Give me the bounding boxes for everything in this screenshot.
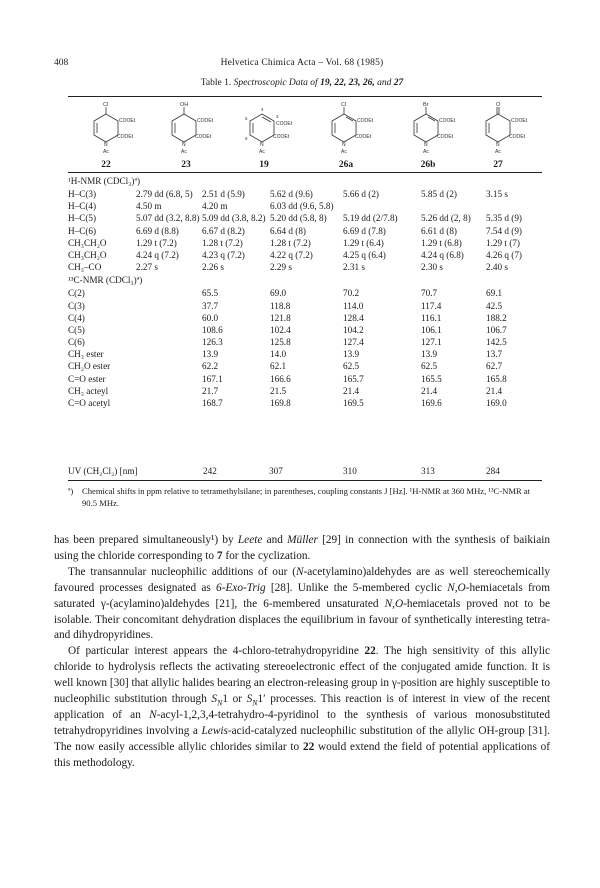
- hnmr-cell: 5.66 d (2): [343, 189, 379, 199]
- cnmr-row: [68, 386, 542, 398]
- cnmr-row-label: C(3): [68, 300, 85, 311]
- cnmr-cell: 62.2: [202, 361, 219, 372]
- ac-label: Ac: [341, 149, 347, 155]
- ac-label: Ac: [423, 149, 429, 155]
- hnmr-cell: 6.03 dd (9.6, 5.8): [270, 201, 334, 212]
- coet-label: COOEt: [355, 134, 372, 140]
- hnmr-cell: 2.26 s: [202, 262, 224, 273]
- cnmr-row-label: C(6): [68, 337, 85, 348]
- cnmr-cell: 21.4: [486, 385, 503, 396]
- compound-label-26a: 26a: [338, 160, 354, 170]
- structure-26a: [322, 100, 386, 156]
- hnmr-cell: 4.20 m: [202, 201, 228, 212]
- coet-label: COOEt: [195, 134, 212, 140]
- hnmr-row: [68, 226, 542, 238]
- hnmr-cell: 1.28 t (7.2): [202, 237, 243, 248]
- hnmr-cell: 4.23 q (7.2): [202, 249, 245, 260]
- compound-label-23: 23: [181, 160, 191, 170]
- uv-value: 242: [203, 466, 217, 476]
- cnmr-cell: 169.0: [486, 398, 507, 408]
- hnmr-row: [68, 262, 542, 274]
- uv-label: UV (CH₂Cl₂) [nm]: [68, 466, 138, 476]
- hnmr-cell: 7.54 d (9): [486, 225, 522, 236]
- hnmr-row: [68, 250, 542, 262]
- hnmr-cell: 4.22 q (7.2): [270, 249, 313, 260]
- section-hnmr: [68, 176, 542, 189]
- structure-row: [68, 100, 542, 156]
- hnmr-row: [68, 201, 542, 213]
- n-label: N: [424, 142, 428, 148]
- structure-26b: [404, 100, 468, 156]
- hnmr-cell: 4.26 q (7): [486, 249, 522, 260]
- cnmr-row: [68, 337, 542, 349]
- coet-label: COOEt: [357, 118, 374, 124]
- n-label: N: [342, 142, 346, 148]
- hnmr-cell: 6.69 d (8.8): [136, 225, 179, 236]
- caption-prefix: Table 1.: [200, 78, 234, 88]
- coet-label: COOEt: [509, 134, 526, 140]
- cnmr-row-label: C(5): [68, 324, 85, 335]
- hnmr-cell: 5.09 dd (3.8, 8.2): [202, 213, 266, 224]
- table-caption: [54, 78, 550, 88]
- cnmr-cell: 188.2: [486, 312, 507, 323]
- cnmr-row: [68, 374, 542, 386]
- cnmr-cell: 62.7: [486, 361, 503, 372]
- section-cnmr: [68, 275, 542, 288]
- hnmr-cell: 5.35 d (9): [486, 213, 522, 224]
- cnmr-row-label: C=O ester: [68, 373, 106, 384]
- cnmr-row-label: CH₂O ester: [68, 361, 111, 372]
- hnmr-row-label: CH₃CH₂O: [68, 249, 107, 260]
- cnmr-row: [68, 301, 542, 313]
- ac-label: Ac: [259, 149, 265, 155]
- cnmr-cell: 60.0: [202, 312, 219, 323]
- hnmr-cell: 2.29 s: [270, 262, 292, 273]
- ring-number: 5: [245, 116, 248, 121]
- n-label: N: [182, 142, 186, 148]
- uv-value: 284: [486, 466, 500, 476]
- cnmr-cell: 165.8: [486, 373, 507, 384]
- section-hnmr-label: ¹H-NMR (CDCl₃)ª): [68, 176, 141, 186]
- cnmr-cell: 168.7: [202, 398, 223, 408]
- page-number: 408: [54, 58, 69, 68]
- hnmr-cell: 4.24 q (6.8): [421, 249, 464, 260]
- hnmr-row-label: H–C(4): [68, 201, 97, 212]
- cnmr-cell: 14.0: [270, 349, 287, 360]
- running-header: [54, 58, 550, 72]
- hnmr-cell: 1.29 t (7): [486, 237, 520, 248]
- cnmr-cell: 104.2: [343, 324, 364, 335]
- cnmr-row: [68, 349, 542, 361]
- cnmr-cell: 165.7: [343, 373, 364, 384]
- hnmr-cell: 4.24 q (7.2): [136, 249, 179, 260]
- hnmr-cell: 2.31 s: [343, 262, 365, 273]
- structure-22: [84, 100, 148, 156]
- section-cnmr-label: ¹³C-NMR (CDCl₃)ª): [68, 275, 143, 286]
- hnmr-row: [68, 213, 542, 225]
- caption-compounds: 19, 22, 23, 26,: [320, 78, 378, 88]
- substituent-label: Cl: [103, 102, 109, 108]
- hnmr-cell: 6.64 d (8): [270, 225, 306, 236]
- cnmr-cell: 117.4: [421, 300, 442, 311]
- cnmr-cell: 127.1: [421, 337, 442, 348]
- compound-label-22: 22: [101, 160, 111, 170]
- cnmr-cell: 166.6: [270, 373, 291, 384]
- substituent-label: O: [496, 102, 501, 108]
- cnmr-cell: 62.5: [421, 361, 438, 372]
- hnmr-row-label: H–C(5): [68, 213, 97, 224]
- cnmr-cell: 37.7: [202, 300, 219, 311]
- hnmr-cell: 4.50 m: [136, 201, 162, 212]
- coet-label: COOEt: [197, 118, 214, 124]
- cnmr-row: [68, 325, 542, 337]
- cnmr-cell: 42.5: [486, 300, 503, 311]
- ring-number: 4: [261, 107, 264, 112]
- table-bottom-rule: [68, 480, 542, 481]
- caption-and: and: [377, 78, 394, 88]
- coet-label: COOEt: [273, 134, 290, 140]
- table-header-rule: [68, 172, 542, 173]
- spectroscopic-table: [68, 176, 542, 410]
- cnmr-cell: 13.9: [421, 349, 438, 360]
- cnmr-cell: 118.8: [270, 300, 291, 311]
- cnmr-cell: 128.4: [343, 312, 364, 323]
- n-label: N: [496, 142, 500, 148]
- cnmr-rows: [68, 288, 542, 410]
- hnmr-cell: 6.69 d (7.8): [343, 225, 386, 236]
- caption-italic: Spectroscopic Data of: [233, 78, 321, 88]
- hnmr-cell: 5.07 dd (3.2, 8.8): [136, 213, 200, 224]
- cnmr-cell: 70.7: [421, 288, 438, 299]
- cnmr-cell: 102.4: [270, 324, 291, 335]
- structure-23: [162, 100, 226, 156]
- n-label: N: [104, 142, 108, 148]
- cnmr-cell: 69.1: [486, 288, 503, 299]
- substituent-label: Cl: [341, 102, 347, 108]
- hnmr-cell: 2.30 s: [421, 262, 443, 273]
- hnmr-cell: 5.26 dd (2, 8): [421, 213, 471, 224]
- coet-label: COOEt: [439, 118, 456, 124]
- cnmr-cell: 167.1: [202, 373, 223, 384]
- cnmr-row: [68, 313, 542, 325]
- coet-label: COOEt: [117, 134, 134, 140]
- paragraph-3: Of particular interest appears the 4-chloro-tetrahydropyridine 22. The high sensitivity of this allylic chloride to hydrolysis reflects the activating stereoelectronic effect of the conjugated amide function. It is well known [30] that allylic halides bearing an electron-releasing group in γ-position are highly susceptible to nucleophilic substitution through $S_N1$ or $S_N1'$ processes. This reaction is of interest in view of the recent application of an N-acyl-1,2,3,4-tetrahydro-4-pyridinol to the synthesis of various monosubstituted tetrahydropyridines involving a Lewis-acid-catalyzed nucleophilic substitution of the allylic OH-group [31]. The now easily accessible allylic chlorides similar to 22 would extend the field of potential applications of this methodology.: [54, 645, 550, 769]
- hnmr-cell: 5.19 dd (2/7.8): [343, 213, 398, 224]
- hnmr-row: [68, 189, 542, 201]
- uv-value: 307: [269, 466, 283, 476]
- cnmr-cell: 126.3: [202, 337, 223, 348]
- cnmr-cell: 165.5: [421, 373, 442, 384]
- footnote-marker: ª): [68, 486, 74, 496]
- hnmr-row: [68, 238, 542, 250]
- ac-label: Ac: [103, 149, 109, 155]
- uv-row: [68, 466, 542, 478]
- hnmr-cell: 1.29 t (6.8): [421, 237, 462, 248]
- hnmr-cell: 5.62 d (9.6): [270, 189, 313, 199]
- cnmr-cell: 13.9: [202, 349, 219, 360]
- cnmr-cell: 116.1: [421, 312, 442, 323]
- cnmr-row: [68, 361, 542, 373]
- structure-19: [240, 100, 304, 156]
- uv-value: 313: [421, 466, 435, 476]
- cnmr-cell: 62.5: [343, 361, 360, 372]
- cnmr-cell: 127.4: [343, 337, 364, 348]
- compound-label-19: 19: [259, 160, 269, 170]
- hnmr-cell: 2.79 dd (6.8, 5): [136, 189, 193, 199]
- ac-label: Ac: [181, 149, 187, 155]
- cnmr-cell: 125.8: [270, 337, 291, 348]
- n-label: N: [260, 142, 264, 148]
- body-text: [54, 533, 550, 772]
- cnmr-cell: 13.9: [343, 349, 360, 360]
- hnmr-row-label: CH₃CH₂O: [68, 237, 107, 248]
- hnmr-cell: 6.67 d (8.2): [202, 225, 245, 236]
- table-footnote: [68, 486, 542, 509]
- cnmr-row-label: C=O acetyl: [68, 398, 111, 408]
- cnmr-cell: 21.5: [270, 385, 287, 396]
- cnmr-row: [68, 288, 542, 300]
- cnmr-row-label: CH₃ ester: [68, 349, 104, 360]
- hnmr-cell: 4.25 q (6.4): [343, 249, 386, 260]
- footnote-text: Chemical shifts in ppm relative to tetramethylsilane; in parentheses, coupling constants J [Hz]. ¹H-NMR at 360 MHz, ¹³C-NMR at 90.5 MHz.: [82, 486, 531, 508]
- cnmr-row-label: C(4): [68, 312, 85, 323]
- hnmr-row-label: H–C(6): [68, 225, 97, 236]
- cnmr-cell: 70.2: [343, 288, 360, 299]
- structure-27: [476, 100, 540, 156]
- compound-label-27: 27: [493, 160, 503, 170]
- hnmr-cell: 5.20 dd (5.8, 8): [270, 213, 327, 224]
- cnmr-cell: 65.5: [202, 288, 219, 299]
- cnmr-cell: 142.5: [486, 337, 507, 348]
- paragraph-2: The transannular nucleophilic additions of our (N-acetylamino)aldehydes are as well stereochemically favoured processes designated as 6-Exo-Trig [28]. Unlike the 5-membered cyclic N,O-hemiacetals from saturated γ-(acylamino)aldehydes [21], the 6-membered unsaturated N,O-hemiacetals proved not to be isolable. Their concomitant dehydration displaces the equilibrium in favour of synthetically interesting tetra- and dihydropyridines.: [54, 565, 550, 642]
- substituent-label: OH: [180, 102, 189, 108]
- table-top-rule: [68, 96, 542, 97]
- hnmr-cell: 1.28 t (7.2): [270, 237, 311, 248]
- hnmr-cell: 1.29 t (7.2): [136, 237, 177, 248]
- hnmr-cell: 5.85 d (2): [421, 189, 457, 199]
- cnmr-row-label: CH₃ acteyl: [68, 385, 109, 396]
- cnmr-cell: 69.0: [270, 288, 287, 299]
- cnmr-cell: 169.6: [421, 398, 442, 408]
- paragraph-1: has been prepared simultaneously¹) by Leete and Müller [29] in connection with the synthesis of baikiain using the chloride corresponding to 7 for the cyclization.: [54, 534, 550, 562]
- hnmr-cell: 2.51 d (5.9): [202, 189, 245, 199]
- hnmr-cell: 2.40 s: [486, 262, 508, 273]
- cnmr-cell: 21.7: [202, 385, 219, 396]
- hnmr-cell: 1.29 t (6.4): [343, 237, 384, 248]
- cnmr-cell: 169.8: [270, 398, 291, 408]
- cnmr-row: [68, 398, 542, 410]
- hnmr-rows: [68, 189, 542, 274]
- hnmr-row-label: H–C(3): [68, 189, 97, 199]
- substituent-label: Br: [423, 102, 429, 108]
- cnmr-cell: 21.4: [421, 385, 438, 396]
- ring-number: 3: [276, 114, 279, 119]
- hnmr-cell: 2.27 s: [136, 262, 158, 273]
- uv-value: 310: [343, 466, 357, 476]
- hnmr-cell: 6.61 d (8): [421, 225, 457, 236]
- cnmr-cell: 62.1: [270, 361, 287, 372]
- cnmr-row-label: C(2): [68, 288, 85, 299]
- cnmr-cell: 114.0: [343, 300, 364, 311]
- coet-label: COOEt: [276, 121, 293, 127]
- cnmr-cell: 108.6: [202, 324, 223, 335]
- journal-title: Helvetica Chimica Acta – Vol. 68 (1985): [220, 58, 384, 68]
- cnmr-cell: 106.1: [421, 324, 442, 335]
- compound-label-26b: 26b: [420, 160, 436, 170]
- cnmr-cell: 121.8: [270, 312, 291, 323]
- cnmr-cell: 13.7: [486, 349, 503, 360]
- coet-label: COOEt: [119, 118, 136, 124]
- ring-number: 6: [245, 136, 248, 141]
- cnmr-cell: 106.7: [486, 324, 507, 335]
- cnmr-cell: 21.4: [343, 385, 360, 396]
- hnmr-row-label: CH₃–CO: [68, 262, 102, 273]
- cnmr-cell: 169.5: [343, 398, 364, 408]
- hnmr-cell: 3.15 s: [486, 189, 508, 199]
- coet-label: COOEt: [511, 118, 528, 124]
- caption-last: 27: [393, 78, 404, 88]
- ac-label: Ac: [495, 149, 501, 155]
- coet-label: COOEt: [437, 134, 454, 140]
